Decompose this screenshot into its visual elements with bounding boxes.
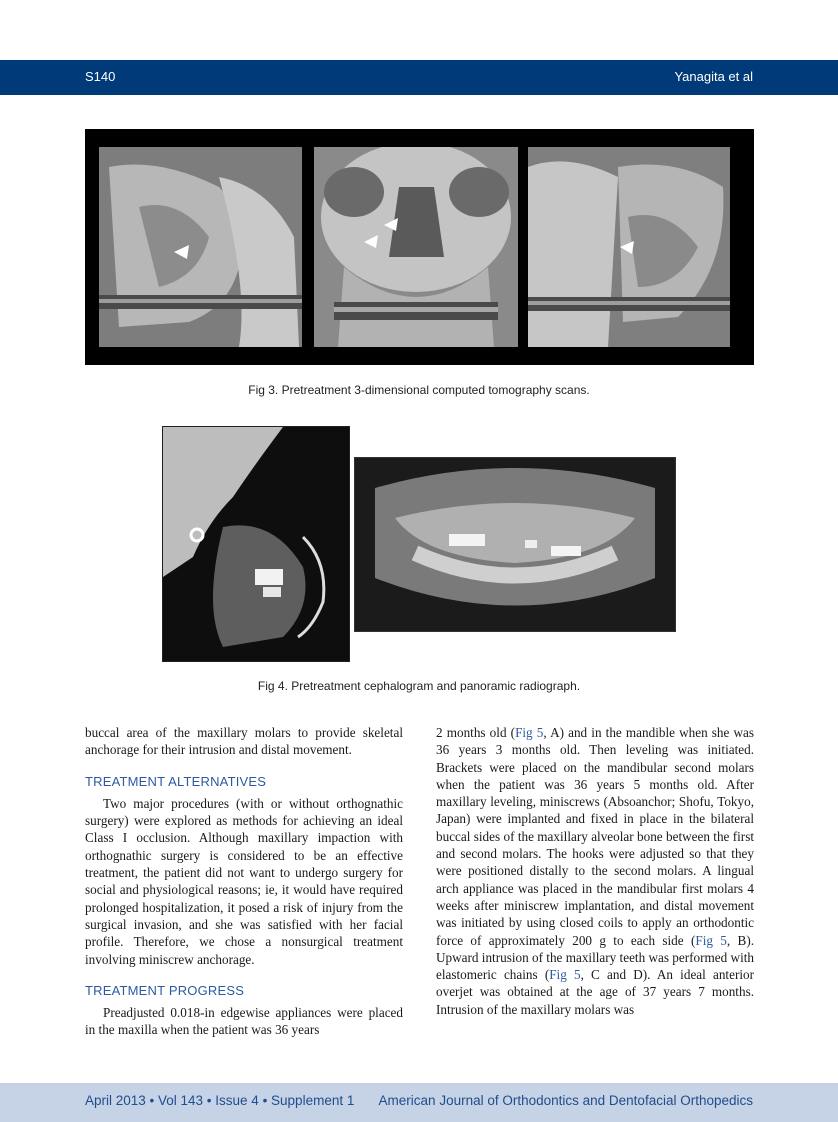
right-column	[436, 724, 754, 1018]
right-text-3: , B). Upward intrusion of the maxillary teeth was performed with elastomeric chains (	[436, 932, 755, 983]
left-intro-paragraph: buccal area of the maxillary molars to provide skeletal anchorage for their intrusion and distal movement.	[85, 725, 403, 758]
fig5-link-3[interactable]: Fig 5	[549, 967, 581, 983]
fig5-link-2[interactable]: Fig 5	[695, 932, 727, 948]
running-footer	[0, 1083, 838, 1122]
figure-4-caption: Fig 4. Pretreatment cephalogram and panoramic radiograph.	[257, 679, 581, 693]
right-text-1: 2 months old (	[436, 725, 516, 740]
treatment-progress-heading: TREATMENT PROGRESS	[85, 982, 245, 998]
running-header	[0, 60, 838, 95]
treatment-alternatives-heading: TREATMENT ALTERNATIVES	[85, 773, 267, 789]
fig5-link-1[interactable]: Fig 5	[515, 725, 544, 740]
cephalogram-image	[162, 426, 350, 662]
panoramic-radiograph-image	[354, 457, 676, 632]
progress-paragraph: Preadjusted 0.018-in edgewise appliances were placed in the maxilla when the patient was 36 years	[85, 1005, 403, 1038]
right-text-4: , C and D). An ideal anterior overjet was obtained at the age of 37 years 7 months. Intrusion of the maxillary molars was	[436, 967, 754, 1017]
right-text-2: , A) and in the mandible when she was 36 years 3 months old. Then leveling was initiated. Brackets were placed on the mandibular second molars when the patient was 36 years 5 months old. After maxillary leveling, miniscrews (Absoanchor; Shofu, Tokyo, Japan) were implanted and fixed in place in the bilateral buccal sides of the maxillary alveolar bone between the first and second molars. The hooks were adjusted so that they were positioned distally to the second molars. A lingual arch appliance was placed in the mandibular first molars 4 weeks after miniscrew implantation, and distal movement was initiated by using closed coils to apply an orthodontic force of approximately 200 g to each side (	[436, 725, 755, 948]
ct-scan-left-lateral	[528, 147, 730, 347]
figure-3-caption: Fig 3. Pretreatment 3-dimensional computed tomography scans.	[248, 383, 590, 397]
alternatives-paragraph: Two major procedures (with or without orthognathic surgery) were explored as methods for achieving an ideal Class I occlusion. Although maxillary impaction with orthognathic surgery is considered to be an effective treatment, the patient did not want to undergo surgery for social and physiological reasons; ie, it would have required prolonged hospitalization, it posed a risk of injury from the surgical invasion, and she was satisfied with her facial profile. Therefore, we chose a nonsurgical treatment involving miniscrew anchorage.	[85, 795, 403, 967]
issue-info: April 2013 • Vol 143 • Issue 4 • Supplement 1	[85, 1093, 355, 1108]
right-paragraph	[436, 724, 754, 1018]
ct-scan-right-lateral	[99, 147, 302, 347]
page-number: S140	[85, 69, 116, 84]
journal-name: American Journal of Orthodontics and Dentofacial Orthopedics	[378, 1093, 753, 1108]
figure-3-ct-scans	[85, 129, 754, 365]
running-authors: Yanagita et al	[674, 69, 753, 84]
left-column	[85, 724, 403, 1039]
ct-scan-frontal	[314, 147, 518, 347]
